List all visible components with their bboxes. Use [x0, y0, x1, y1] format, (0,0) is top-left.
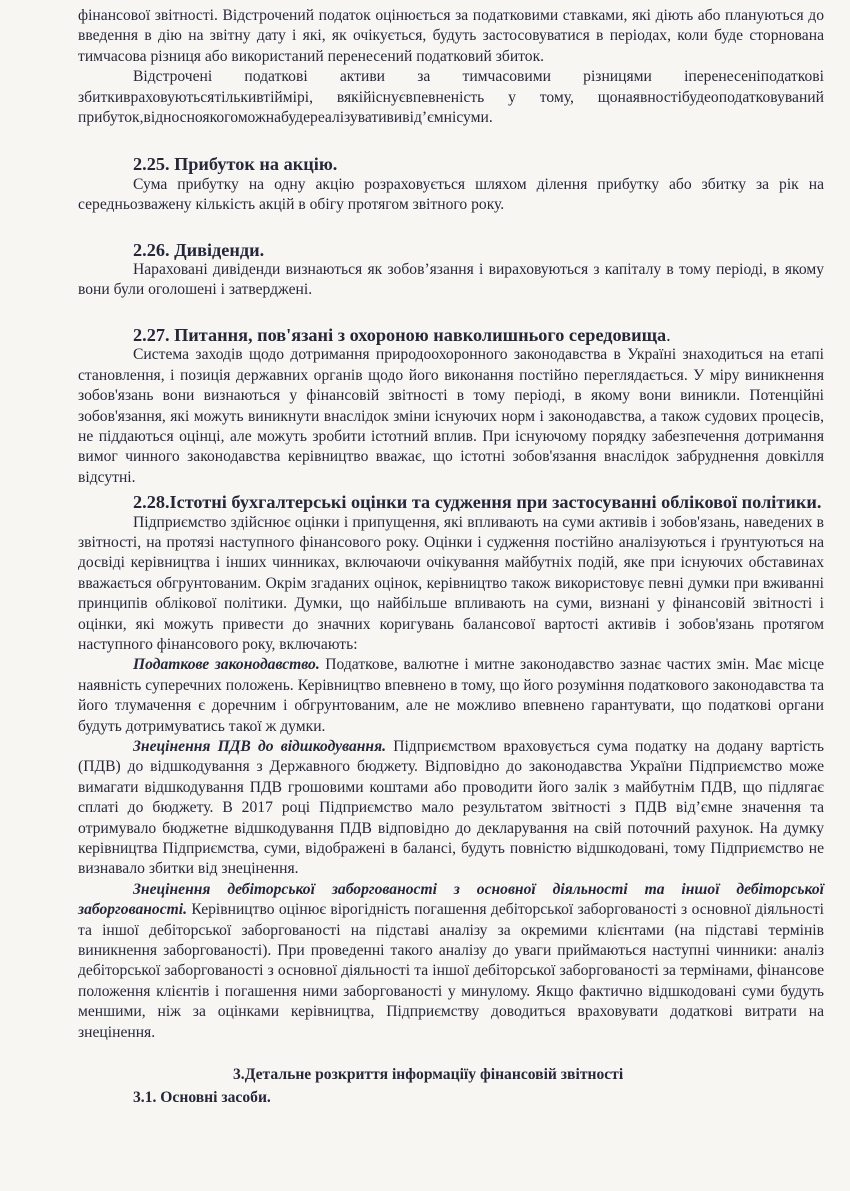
paragraph-tax-legislation: [78, 655, 824, 737]
heading-2-28: 2.28.Істотні бухгалтерські оцінки та судження при застосуванні облікової політики.: [133, 492, 822, 513]
section-3-title: 3.Детальне розкриття інформаціїу фінансовій звітності: [233, 1066, 624, 1084]
paragraph-2-28: Підприємство здійснює оцінки і припущення, які впливають на суми активів і зобов'язань, наведених в звітності, на протязі наступного фінансового року. Оцінки і судження постійно аналізуються і ґрунтуються на досвіді керівництва і інших чинниках, включаючи очікування майбутніх подій, яке при існуючих обставинах вважається обгрунтованим. Окрім згаданих оцінок, керівництво також використовує певні думки при вживанні принципів облікової політики. Думки, що найбільше впливають на суми, визнані у фінансовій звітності і оцінки, які можуть привести до значних коригувань балансової вартості активів і зобов'язань протягом наступного фінансового року, включають:: [78, 513, 824, 653]
receivables-impairment-lead: Знецінення дебіторської заборгованості з основної діяльності та іншої дебіторської заборгованості.: [78, 880, 824, 919]
heading-2-27: [78, 325, 824, 345]
tax-legislation-text: Податкове, валютне і митне законодавство зазнає частих змін. Має місце наявність суперечних положень. Керівництво впевнено в тому, що його розуміння податкового законодавства та його тлумачення є доречним і обгрунтованим, але не можливо впевнено гарантувати, що податкові органи будуть дотримуватись такої ж думки.: [78, 656, 824, 735]
receivables-impairment-text: Керівництво оцінює вірогідність погашення дебіторської заборгованості з основної діяльності та іншої дебіторської заборгованості на підставі аналізу за окремими клієнтами (на підставі термінів виникнення заборгованості). При проведенні такого аналізу до уваги приймаються наступні чинники: аналіз дебіторської заборгованості з основної діяльності та іншої дебіторської заборгованості за термінами, фінансове положення клієнтів і погашення ними заборгованості у минулому. Якщо фактично відшкодовані суми будуть меншими, ніж за оцінками керівництва, Підприємству доводиться враховувати додаткові витрати на знецінення.: [78, 901, 824, 1041]
heading-2-27-dot: .: [666, 324, 671, 345]
paragraph-receivables-impairment: [78, 880, 824, 1043]
paragraph-2-25: Сума прибутку на одну акцію розраховується шляхом ділення прибутку або збитку за рік на середньозважену кількість акцій в обігу протягом звітного року.: [78, 175, 824, 214]
paragraph-deferred-tax-continued: фінансової звітності. Відстрочений податок оцінюється за податковими ставками, які діють або плануються до введення в дію на звітну дату і які, як очікується, будуть застосовуватися в періодах, коли буде сторнована тимчасова різниця або використаний перенесений податковий збиток.: [78, 7, 824, 65]
tax-legislation-lead: Податкове законодавство.: [133, 656, 320, 674]
heading-2-26: 2.26. Дивіденди.: [133, 239, 265, 260]
subsection-3-1-title: 3.1. Основні засоби.: [133, 1088, 271, 1106]
heading-2-27-text: 2.27. Питання, пов'язані з охороною навколишнього середовища: [133, 324, 667, 345]
vat-impairment-text: Підприємством враховується сума податку на додану вартість (ПДВ) до відшкодування з Державного бюджету. Відповідно до законодавства України Підприємство може вимагати відшкодування ПДВ грошовими коштами або проводити його залік з майбутнім ПДВ, що підлягає сплаті до бюджету. В 2017 році Підприємство мало результатом звітності з ПДВ від’ємне значення та отримувало бюджетне відшкодування ПДВ відповідно до декларування на свій поточний рахунок. На думку керівництва Підприємства, суми, відображені в балансі, будуть повністю відшкодовані, тому Підприємство не визнавало збитки від знецінення.: [78, 738, 824, 878]
vat-impairment-lead: Знецінення ПДВ до відшкодування.: [133, 738, 387, 755]
paragraph-2-27: Система заходів щодо дотримання природоохоронного законодавства в Україні знаходиться на етапі становлення, і позиція державних органів щодо його виконання постійно переглядається. У міру виникнення зобов'язань вони визнаються у фінансовій звітності в тому періоді, в якому вони виникли. Потенційні зобов'язання, які можуть виникнути внаслідок зміни існуючих норм і законодавства, а також судових процесів, не піддаються оцінці, але можуть зробити істотний вплив. При існуючому порядку забезпечення дотримання вимог чинного законодавства керівництво вважає, що істотні зобов'язання внаслідок забруднення довкілля відсутні.: [78, 346, 824, 486]
paragraph-2-26: Нараховані дивіденди визнаються як зобов’язання і вираховуються з капіталу в тому періоді, в якому вони були оголошені і затверджені.: [78, 261, 824, 299]
paragraph-vat-impairment: [78, 737, 824, 880]
heading-2-25: 2.25. Прибуток на акцію.: [133, 154, 338, 175]
paragraph-deferred-tax-assets: Відстрочені податкові активи за тимчасовими різницями іперенесеніподаткові збиткивраховуютьсятількивтіймірі, вякійіснуєвпевненість у тому, щонаявностібудеоподатковуваний прибуток,відносноякогоможнабудереалізуватививід’ємнісуми.: [78, 68, 824, 127]
